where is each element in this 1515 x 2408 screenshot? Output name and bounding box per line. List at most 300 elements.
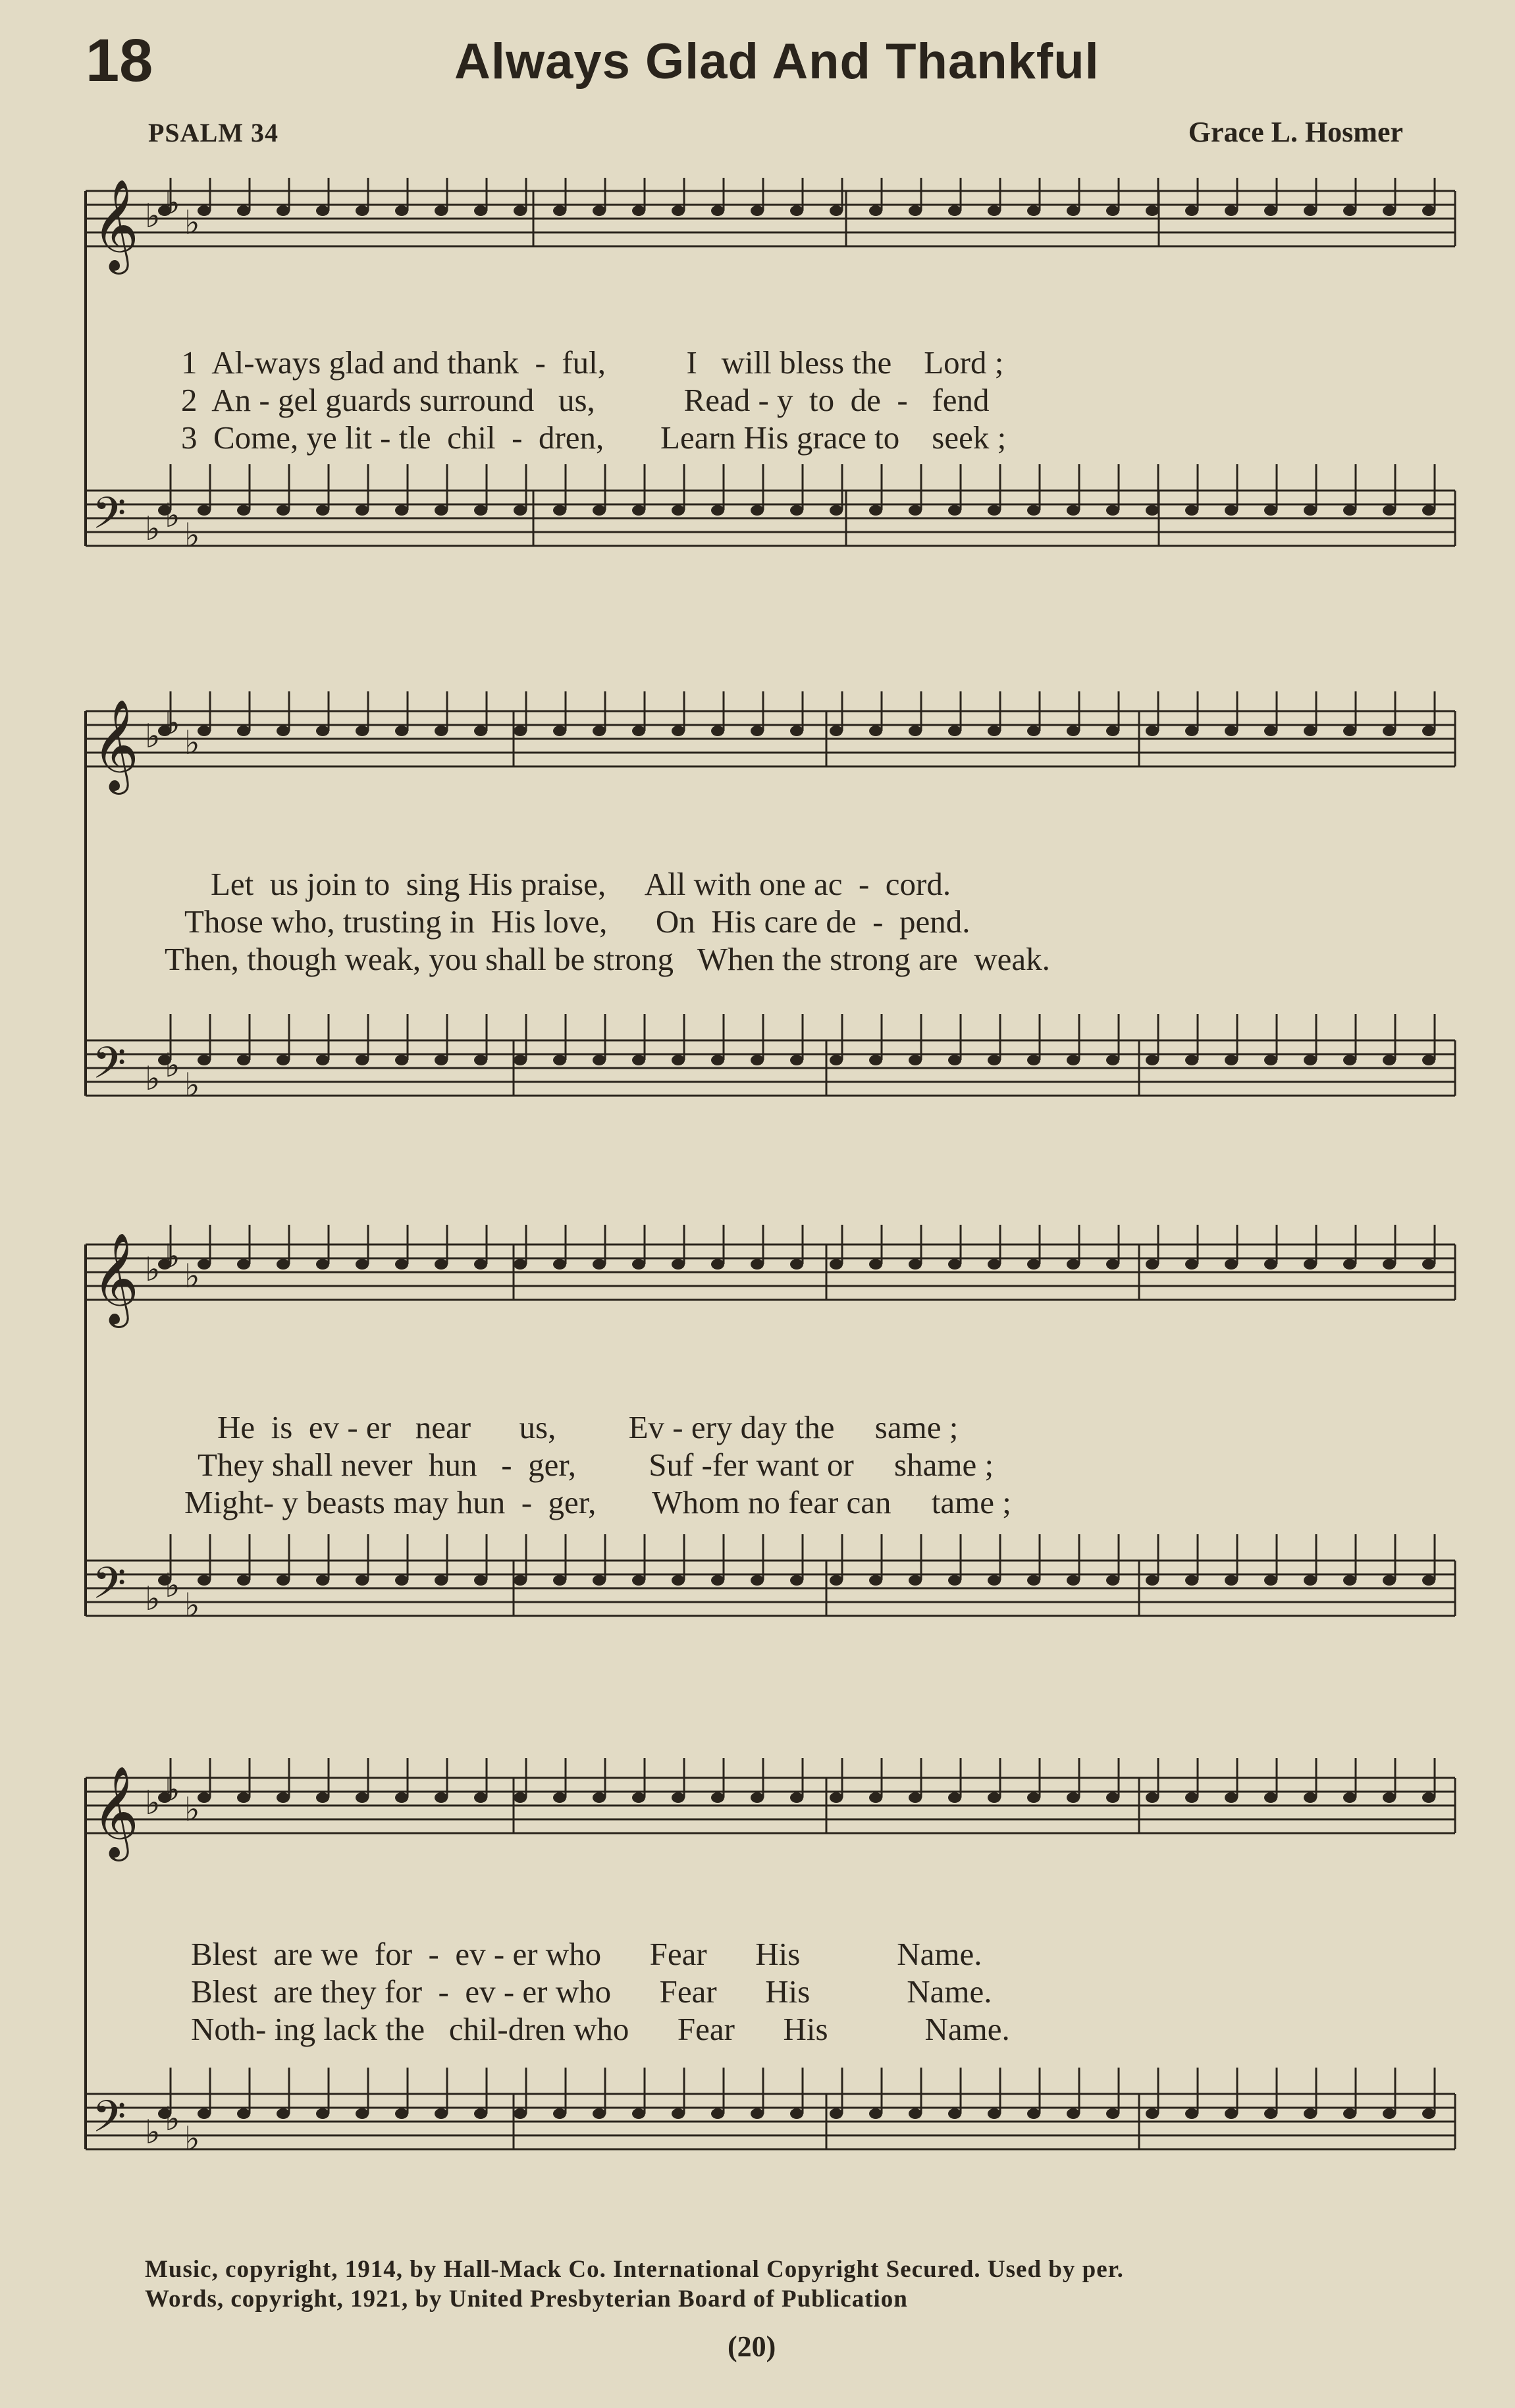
note-head [198,1055,211,1065]
note-head [395,1055,408,1065]
note-head [632,1259,645,1270]
note-head [1225,505,1238,516]
note-head [593,2108,606,2119]
lyric-line: 3 Come, ye lit - tle chil - dren, Learn His grace to seek ; [181,419,1007,456]
note-head [1422,505,1435,516]
note-head [1146,1055,1159,1065]
note-head [1343,505,1356,516]
note-head [237,1259,250,1270]
note-head [1383,2108,1396,2119]
note-head [356,505,369,516]
flat-icon: ♭ [184,2120,200,2158]
note-head [1304,1259,1317,1270]
note-head [395,1575,408,1586]
note-head [1067,2108,1080,2119]
note-head [553,1792,566,1803]
note-head [1343,2108,1356,2119]
lyric-line: Blest are we for - ev - er who Fear His Name. [191,1936,982,1972]
note-head [672,726,685,736]
note-head [1146,1792,1159,1803]
lyric-line: Then, though weak, you shall be strong When the strong are weak. [165,941,1050,977]
note-head [553,1055,566,1065]
note-head [198,505,211,516]
note-head [790,726,803,736]
music-system-2 [0,691,1515,1192]
note-head [1185,1055,1198,1065]
note-head [474,205,487,216]
note-head [1343,1792,1356,1803]
note-head [988,1055,1001,1065]
note-head [237,1792,250,1803]
note-head [1304,505,1317,516]
note-head [1225,205,1238,216]
note-head [237,1055,250,1065]
note-head [514,205,527,216]
note-head [909,1259,922,1270]
note-head [909,2108,922,2119]
note-head [632,2108,645,2119]
note-head [316,505,329,516]
note-head [1422,2108,1435,2119]
note-head [830,2108,843,2119]
note-head [1185,1259,1198,1270]
note-head [1067,505,1080,516]
flat-icon: ♭ [184,1586,200,1624]
note-head [632,1792,645,1803]
note-head [909,1575,922,1586]
note-head [790,505,803,516]
flat-icon: ♭ [165,2100,180,2138]
note-head [672,1259,685,1270]
treble-clef-icon: 𝄞 [92,1233,139,1324]
note-head [593,205,606,216]
treble-clef-icon: 𝄞 [92,179,139,271]
note-head [1106,1575,1119,1586]
lyric-line: 2 An - gel guards surround us, Read - y to de - fend [181,382,990,418]
note-head [869,205,882,216]
note-head [1027,1792,1040,1803]
music-system-4 [0,1758,1515,2239]
note-head [316,2108,329,2119]
note-head [435,1575,448,1586]
note-head [316,1792,329,1803]
note-head [632,505,645,516]
flat-icon: ♭ [165,1237,180,1275]
note-head [869,1792,882,1803]
bass-clef-icon: 𝄢 [92,2091,126,2153]
note-head [672,1055,685,1065]
note-head [672,1575,685,1586]
note-head [948,505,961,516]
note-head [1304,1792,1317,1803]
lyric-line: 1 Al-ways glad and thank - ful, I will bless the Lord ; [181,344,1004,381]
note-head [751,1259,764,1270]
note-head [711,2108,724,2119]
note-head [830,1055,843,1065]
flat-icon: ♭ [145,510,161,548]
note-head [316,1055,329,1065]
flat-icon: ♭ [184,203,200,242]
note-head [316,726,329,736]
flat-icon: ♭ [165,1046,180,1084]
note-head [1264,1259,1277,1270]
note-head [790,1259,803,1270]
note-head [514,2108,527,2119]
note-head [277,205,290,216]
note-head [277,2108,290,2119]
note-head [593,1259,606,1270]
note-head [395,205,408,216]
note-head [356,1792,369,1803]
note-head [1225,1259,1238,1270]
note-head [751,1055,764,1065]
flat-icon: ♭ [165,704,180,742]
note-head [830,726,843,736]
flat-icon: ♭ [165,496,180,535]
flat-icon: ♭ [184,1066,200,1104]
note-head [1264,2108,1277,2119]
note-head [356,726,369,736]
note-head [316,1575,329,1586]
lyric-line: They shall never hun - ger, Suf -fer want or shame ; [198,1447,994,1483]
note-head [553,726,566,736]
note-head [1106,205,1119,216]
note-head [711,1575,724,1586]
note-head [751,1575,764,1586]
note-head [988,1575,1001,1586]
note-head [711,205,724,216]
note-head [1146,205,1159,216]
note-head [1067,1055,1080,1065]
note-head [1422,726,1435,736]
note-head [948,2108,961,2119]
note-head [474,505,487,516]
flat-icon: ♭ [184,516,200,554]
note-head [909,505,922,516]
note-head [1264,726,1277,736]
note-head [1185,1575,1198,1586]
note-head [435,2108,448,2119]
note-head [553,1575,566,1586]
note-head [988,205,1001,216]
note-head [1067,1792,1080,1803]
note-head [1383,1575,1396,1586]
note-head [593,1575,606,1586]
note-head [1422,1055,1435,1065]
treble-clef-icon: 𝄞 [92,1766,139,1858]
note-head [869,505,882,516]
scripture-reference: PSALM 34 [148,118,279,147]
note-head [1343,1575,1356,1586]
note-head [395,1792,408,1803]
music-copyright: Music, copyright, 1914, by Hall-Mack Co. International Copyright Secured. Used by per. [145,2256,1124,2283]
note-head [672,205,685,216]
note-head [593,726,606,736]
note-head [1027,205,1040,216]
note-head [830,1575,843,1586]
lyric-line: Those who, trusting in His love, On His care de - pend. [184,903,970,940]
note-head [948,1259,961,1270]
flat-icon: ♭ [145,1784,161,1822]
note-head [356,1055,369,1065]
bass-clef-icon: 𝄢 [92,488,126,549]
lyric-line: Noth- ing lack the chil-dren who Fear His Name. [191,2011,1010,2047]
note-head [632,726,645,736]
note-head [909,726,922,736]
note-head [711,1792,724,1803]
note-head [514,505,527,516]
note-head [672,1792,685,1803]
note-head [1304,726,1317,736]
note-head [1304,1575,1317,1586]
note-head [593,505,606,516]
note-head [514,726,527,736]
note-head [1185,2108,1198,2119]
note-head [790,1055,803,1065]
note-head [869,726,882,736]
note-head [474,1259,487,1270]
note-head [1264,1055,1277,1065]
note-head [869,1259,882,1270]
lyric-line: Blest are they for - ev - er who Fear His Name. [191,1973,992,2010]
note-head [988,1259,1001,1270]
note-head [1343,1259,1356,1270]
note-head [988,726,1001,736]
note-head [1185,205,1198,216]
note-head [514,1792,527,1803]
note-head [1106,1792,1119,1803]
note-head [514,1259,527,1270]
hymn-number: 18 [86,27,153,94]
note-head [1106,726,1119,736]
note-head [474,1792,487,1803]
note-head [751,1792,764,1803]
note-head [1264,1792,1277,1803]
lyricist-credit: Grace L. Hosmer [1188,116,1403,148]
note-head [711,1055,724,1065]
note-head [198,1575,211,1586]
note-head [316,1259,329,1270]
note-head [277,726,290,736]
note-head [356,1259,369,1270]
treble-clef-icon: 𝄞 [92,699,139,791]
note-head [1067,205,1080,216]
note-head [514,1575,527,1586]
note-head [277,1792,290,1803]
note-head [1027,726,1040,736]
note-head [988,1792,1001,1803]
note-head [1422,1575,1435,1586]
note-head [395,2108,408,2119]
note-head [198,2108,211,2119]
flat-icon: ♭ [165,184,180,222]
flat-icon: ♭ [145,717,161,755]
note-head [316,205,329,216]
note-head [553,505,566,516]
note-head [474,2108,487,2119]
note-head [711,505,724,516]
note-head [988,2108,1001,2119]
note-head [356,1575,369,1586]
note-head [1225,1055,1238,1065]
note-head [1422,1792,1435,1803]
lyric-line: Let us join to sing His praise, All with one ac - cord. [211,866,951,902]
note-head [1225,2108,1238,2119]
note-head [1106,2108,1119,2119]
note-head [632,1055,645,1065]
note-head [711,1259,724,1270]
note-head [869,2108,882,2119]
note-head [1304,205,1317,216]
note-head [277,1259,290,1270]
note-head [869,1575,882,1586]
note-head [395,505,408,516]
hymn-title: Always Glad And Thankful [454,34,1100,90]
note-head [790,205,803,216]
note-head [632,1575,645,1586]
flat-icon: ♭ [145,2113,161,2151]
note-head [435,1055,448,1065]
note-head [237,205,250,216]
note-head [1383,1259,1396,1270]
note-head [1146,1575,1159,1586]
note-head [909,1792,922,1803]
note-head [474,726,487,736]
note-head [395,726,408,736]
flat-icon: ♭ [165,1566,180,1605]
note-head [948,205,961,216]
note-head [672,2108,685,2119]
flat-icon: ♭ [165,1771,180,1809]
note-head [830,505,843,516]
note-head [1067,1575,1080,1586]
flat-icon: ♭ [184,724,200,762]
note-head [790,1792,803,1803]
note-head [1106,505,1119,516]
note-head [1106,1055,1119,1065]
note-head [1027,1055,1040,1065]
note-head [909,205,922,216]
note-head [830,1259,843,1270]
note-head [435,1792,448,1803]
note-head [1185,1792,1198,1803]
note-head [830,1792,843,1803]
note-head [1225,1575,1238,1586]
note-head [790,2108,803,2119]
flat-icon: ♭ [145,1059,161,1098]
note-head [1225,1792,1238,1803]
note-head [277,505,290,516]
note-head [1343,205,1356,216]
note-head [1146,1259,1159,1270]
note-head [1343,1055,1356,1065]
note-head [1067,1259,1080,1270]
note-head [1146,505,1159,516]
note-head [1225,726,1238,736]
note-head [1185,726,1198,736]
note-head [1067,726,1080,736]
note-head [751,205,764,216]
note-head [751,505,764,516]
note-head [1422,205,1435,216]
note-head [1027,1259,1040,1270]
note-head [869,1055,882,1065]
words-copyright: Words, copyright, 1921, by United Presbyterian Board of Publication [145,2286,908,2313]
flat-icon: ♭ [184,1257,200,1295]
note-head [553,205,566,216]
note-head [474,1055,487,1065]
note-head [1304,2108,1317,2119]
note-head [988,505,1001,516]
note-head [435,726,448,736]
note-head [1146,2108,1159,2119]
note-head [356,2108,369,2119]
note-head [237,2108,250,2119]
page-number: (20) [728,2330,776,2363]
note-head [514,1055,527,1065]
flat-icon: ♭ [145,1250,161,1289]
note-head [277,1055,290,1065]
note-head [948,1055,961,1065]
note-head [909,1055,922,1065]
note-head [1383,1055,1396,1065]
bass-clef-icon: 𝄢 [92,1558,126,1619]
flat-icon: ♭ [184,1790,200,1829]
note-head [395,1259,408,1270]
note-head [1027,1575,1040,1586]
note-head [237,505,250,516]
note-head [751,2108,764,2119]
note-head [948,1792,961,1803]
note-head [1264,505,1277,516]
note-head [553,1259,566,1270]
note-head [948,1575,961,1586]
note-head [435,505,448,516]
note-head [1304,1055,1317,1065]
note-head [1027,505,1040,516]
note-head [553,2108,566,2119]
note-head [1264,1575,1277,1586]
note-head [474,1575,487,1586]
note-head [1146,726,1159,736]
note-head [277,1575,290,1586]
note-head [1383,205,1396,216]
note-head [632,205,645,216]
lyric-line: He is ev - er near us, Ev - ery day the same ; [217,1409,959,1445]
note-head [790,1575,803,1586]
note-head [356,205,369,216]
flat-icon: ♭ [145,197,161,235]
lyric-line: Might- y beasts may hun - ger, Whom no fear can tame ; [184,1484,1011,1520]
music-system-1 [0,178,1515,599]
note-head [1383,505,1396,516]
note-head [672,505,685,516]
note-head [435,1259,448,1270]
note-head [1027,2108,1040,2119]
note-head [1422,1259,1435,1270]
note-head [1106,1259,1119,1270]
note-head [751,726,764,736]
music-system-3 [0,1225,1515,1725]
note-head [1383,1792,1396,1803]
note-head [1264,205,1277,216]
note-head [237,726,250,736]
note-head [237,1575,250,1586]
note-head [1383,726,1396,736]
note-head [830,205,843,216]
note-head [593,1792,606,1803]
note-head [948,726,961,736]
